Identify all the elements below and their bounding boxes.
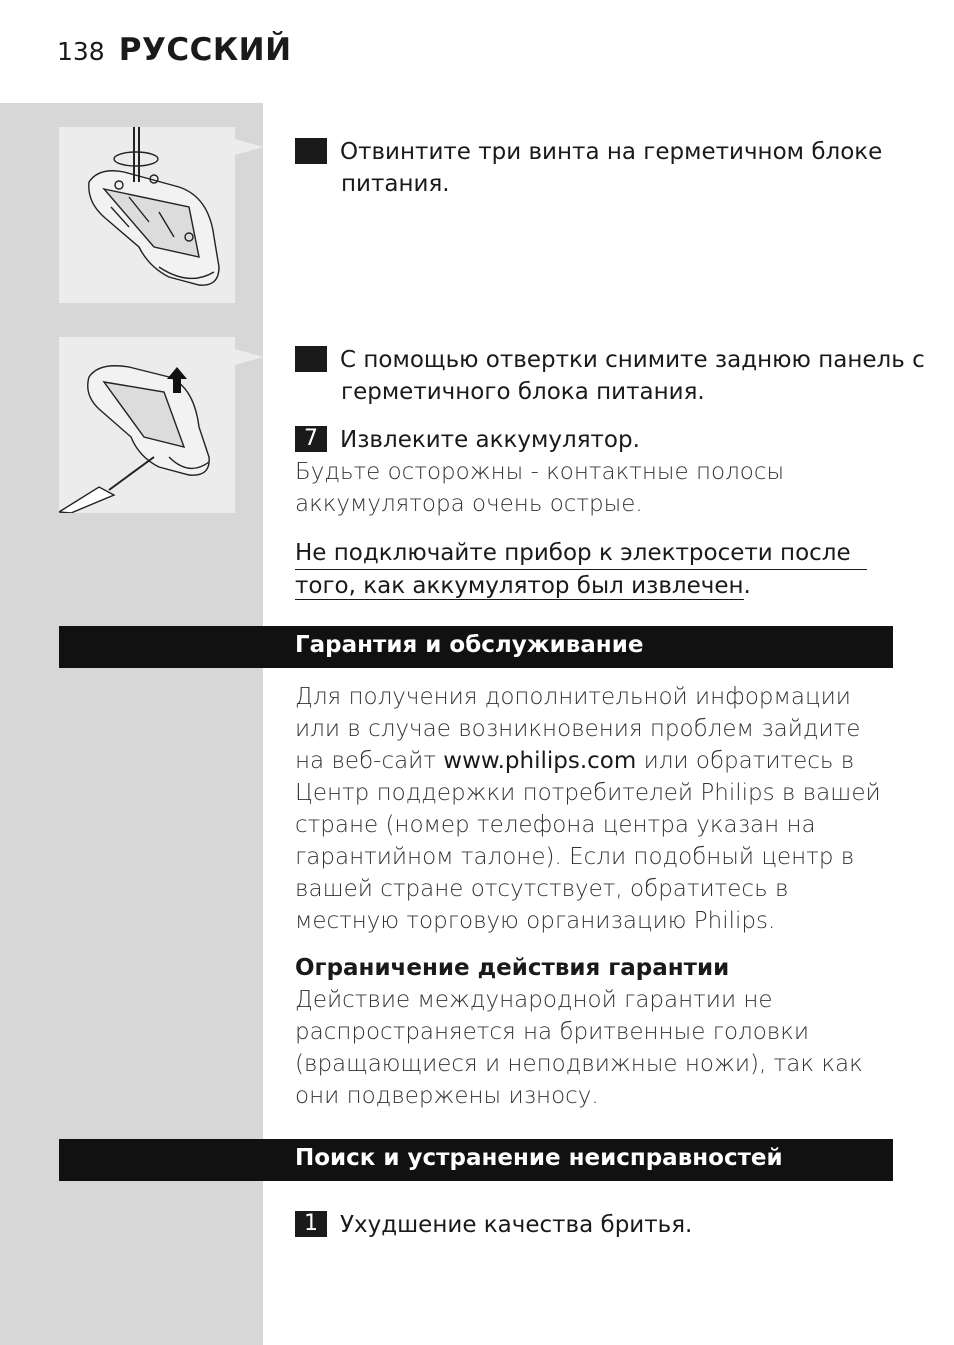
step-text: Ухудшение качества бритья. (340, 1212, 693, 1238)
step-number: 5 (295, 138, 327, 164)
language-title: РУССКИЙ (118, 32, 292, 68)
step-text: Извлеките аккумулятор. (340, 427, 640, 453)
step-number: 7 (295, 426, 327, 452)
illustration-remove-panel (59, 337, 235, 513)
warranty-text (295, 681, 895, 937)
warranty-limits (295, 952, 895, 1112)
step-5 (281, 136, 941, 200)
step-7-note: Будьте осторожны - контактные полосы аккумулятора очень острые. (295, 459, 785, 517)
warranty-limits-text: Действие международной гарантии не распространяется на бритвенные головки (вращающиеся и неподвижные ножи), так как они подвержены износу. (295, 987, 863, 1109)
warning-line-2: того, как аккумулятор был извлечен (295, 573, 744, 599)
page-number: 138 (57, 37, 105, 66)
shaver-unscrew-drawing (59, 127, 235, 303)
section-bar-warranty (59, 626, 893, 668)
warning-line-1: Не подключайте прибор к электросети после (295, 537, 867, 570)
philips-website-link[interactable]: www.philips.com (443, 748, 637, 774)
pointer-arrow (235, 349, 263, 365)
step-text: Отвинтите три винта на герметичном блоке питания. (340, 139, 883, 197)
section-title-troubleshooting: Поиск и устранение неисправностей (295, 1145, 783, 1171)
warranty-text-before: Для получения дополнительной информации или в случае возникновения проблем зайдите на веб-сайт (295, 684, 861, 774)
warning-note (295, 537, 867, 602)
illustration-unscrew-screws (59, 127, 235, 303)
page-header (57, 32, 292, 68)
troubleshooting-step-1 (295, 1209, 895, 1241)
warning-line-2-wrap (295, 573, 751, 600)
step-7 (295, 424, 895, 456)
step-6 (281, 344, 941, 408)
step-number: 1 (295, 1211, 327, 1237)
warranty-text-after: или обратитесь в Центр поддержки потребителей Philips в вашей стране (номер телефона центра указан на гарантийном талоне). Если подобный центр в вашей стране отсутствует, обратитесь в местную торговую организацию Philips. (295, 748, 881, 934)
step-number: 6 (295, 346, 327, 372)
warning-period: . (743, 573, 751, 599)
pointer-arrow (235, 139, 263, 155)
section-bar-troubleshooting (59, 1139, 893, 1181)
warranty-limits-title: Ограничение действия гарантии (295, 955, 730, 981)
shaver-panel-drawing (59, 337, 235, 513)
section-title-warranty: Гарантия и обслуживание (295, 632, 644, 658)
step-text: С помощью отвертки снимите заднюю панель с герметичного блока питания. (340, 347, 925, 405)
